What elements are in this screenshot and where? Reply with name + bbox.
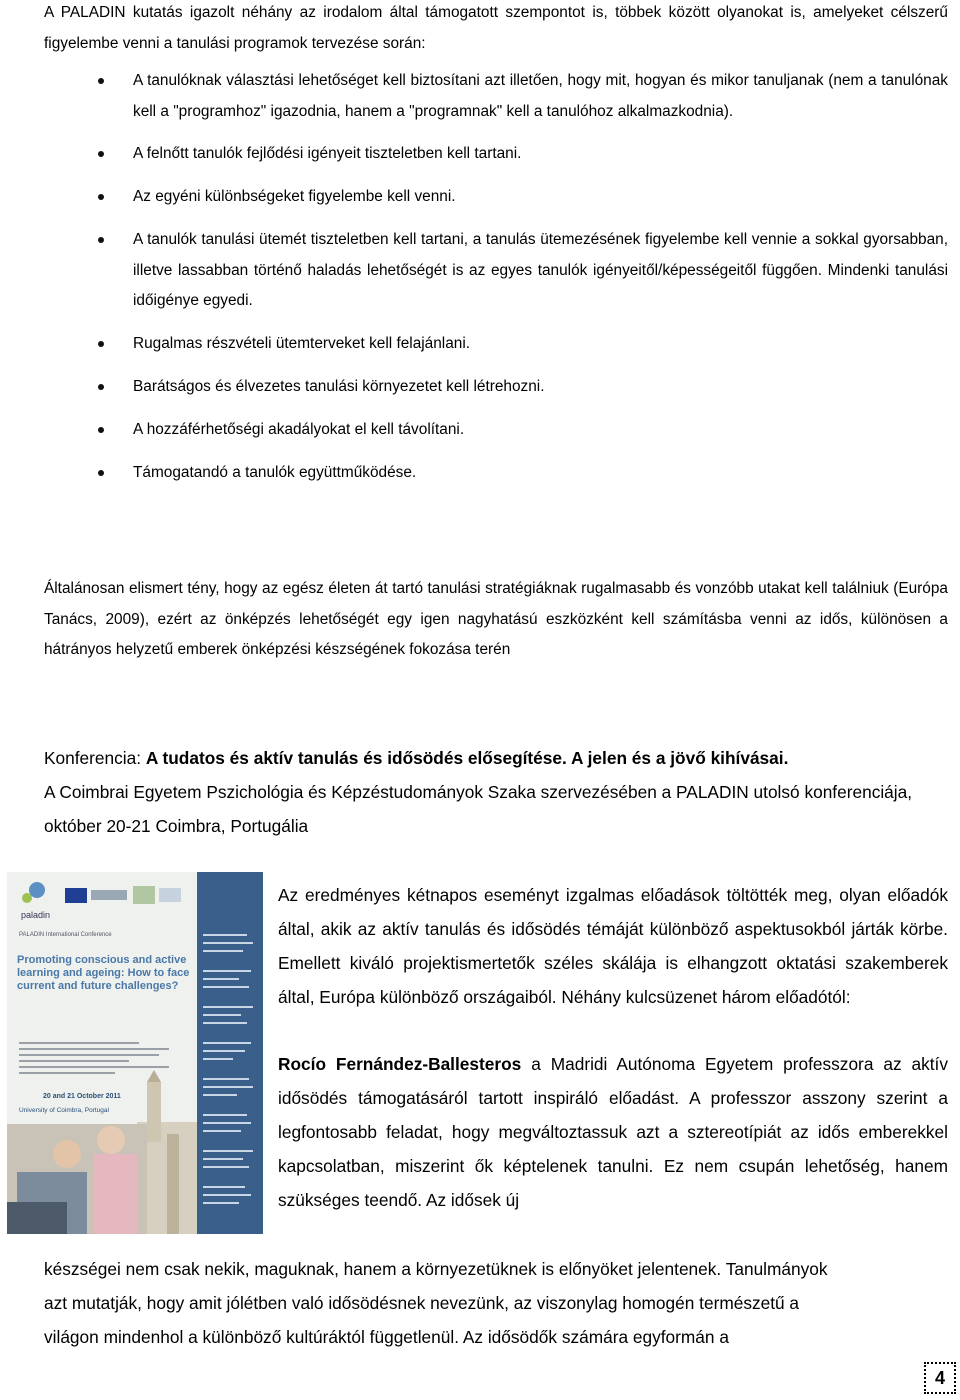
list-item: A hozzáférhetőségi akadályokat el kell távolítani. xyxy=(90,415,948,446)
bullet-icon xyxy=(98,194,104,200)
conference-title xyxy=(44,741,948,775)
text-line: készségei nem csak nekik, maguknak, hanem a környezetüknek is előnyöket jelentenek. Tanulmányok xyxy=(44,1259,828,1279)
bullet-icon xyxy=(98,470,104,476)
list-item: Rugalmas részvételi ütemterveket kell felajánlani. xyxy=(90,329,948,360)
list-item: A tanulóknak választási lehetőséget kell biztosítani azt illetően, hogy mit, hogyan és mikor tanuljanak (nem a tanulónak kell a "programhoz" igazodnia, hanem a "programnak" kell a tanulóhoz alkalmazkodnia). xyxy=(90,66,948,127)
page-number: 4 xyxy=(924,1362,956,1394)
list-item: Barátságos és élvezetes tanulási környezetet kell létrehozni. xyxy=(90,372,948,403)
text-line: azt mutatják, hogy amit jólétben való idősödésnek nevezünk, az viszonylag homogén természetű a xyxy=(44,1293,800,1313)
bullet-icon xyxy=(98,78,104,84)
speaker-paragraph xyxy=(278,1047,948,1217)
speaker-text: a Madridi Autónoma Egyetem professzora az aktív idősödés támogatásáról tartott inspiráló előadást. A professzor asszony szerint a legfontosabb feladat, hogy megváltoztassuk azt a sztereotípiát az idős emberekkel kapcsolatban, miszerint ők képtelenek tanulni. Ez nem csupán lehetőség, hanem szükséges teendő. Az idősek új xyxy=(278,1054,948,1210)
poster-headline: Promoting conscious and active learning and ageing: How to face current and future challenges? xyxy=(17,954,190,992)
paragraph-spacer xyxy=(278,1014,948,1047)
speaker-name: Rocío Fernández-Ballesteros xyxy=(278,1054,522,1074)
list-item: A felnőtt tanulók fejlődési igényeit tiszteletben kell tartani. xyxy=(90,139,948,170)
list-item: A tanulók tanulási ütemét tiszteletben kell tartani, a tanulás ütemezésének figyelembe kell vennie a sokkal gyorsabban, illetve lassabban történő haladás lehetőségét is az egyes tanulók igényeitől/képességeitől függően. Mindenki tanulási időigénye egyedi. xyxy=(90,225,948,317)
bullet-icon xyxy=(98,237,104,243)
right-column-text xyxy=(278,878,948,1217)
conference-name: A tudatos és aktív tanulás és idősödés elősegítése. A jelen és a jövő kihívásai. xyxy=(145,748,789,768)
poster-sidebar xyxy=(197,872,263,1234)
conference-label: Konferencia: xyxy=(44,748,146,768)
speaker-paragraph-continued xyxy=(44,1252,948,1354)
eu-flag-icon xyxy=(65,888,87,903)
elderly-people-photo xyxy=(7,1124,147,1234)
conference-poster-image xyxy=(7,872,263,1234)
event-summary-paragraph: Az eredményes kétnapos eseményt izgalmas előadások töltötték meg, olyan előadók által, akik az aktív tanulás és idősödés témáját különböző aspektusokból járták körbe. Emellett kiváló projektismertetők széles skálája is elhangzott oktatási szakemberek által, Európa különböző országaiból. Néhány kulcsüzenet három előadótól: xyxy=(278,885,948,1007)
poster-venue: University of Coimbra, Portugal xyxy=(19,1107,109,1114)
poster-dates: 20 and 21 October 2011 xyxy=(43,1093,121,1100)
poster-subtitle: PALADIN International Conference xyxy=(19,932,112,938)
lifelong-learning-paragraph: Általánosan elismert tény, hogy az egész életen át tartó tanulási stratégiáknak rugalmasabb és vonzóbb utakat kell találniuk (Európa Tanács, 2009), ezért az önképzés lehetőségét egy igen nagyhatású eszközként kell számításba venni az idős, különösen a hátrányos helyzetű emberek önképzési készségének fokozása terén xyxy=(44,580,948,658)
list-item: Az egyéni különbségeket figyelembe kell venni. xyxy=(90,182,948,213)
text-line: világon mindenhol a különböző kultúráktól függetlenül. Az idősödők számára egyformán a xyxy=(44,1327,729,1347)
bullet-icon xyxy=(98,151,104,157)
bullet-icon xyxy=(98,341,104,347)
poster-graphic xyxy=(7,872,263,1234)
bullet-icon xyxy=(98,384,104,390)
conference-heading xyxy=(44,741,948,843)
svg-text:paladin: paladin xyxy=(21,910,51,920)
intro-paragraph: A PALADIN kutatás igazolt néhány az irodalom által támogatott szempontot is, többek között olyanokat is, amelyeket célszerű figyelembe venni a tanulási programok tervezése során: xyxy=(44,4,948,52)
recommendation-list xyxy=(90,66,948,501)
conference-organizer: A Coimbrai Egyetem Pszichológia és Képzéstudományok Szaka szervezésében a PALADIN utolsó konferenciája, október 20-21 Coimbra, Portugália xyxy=(44,782,913,836)
bullet-icon xyxy=(98,427,104,433)
list-item: Támogatandó a tanulók együttműködése. xyxy=(90,458,948,489)
